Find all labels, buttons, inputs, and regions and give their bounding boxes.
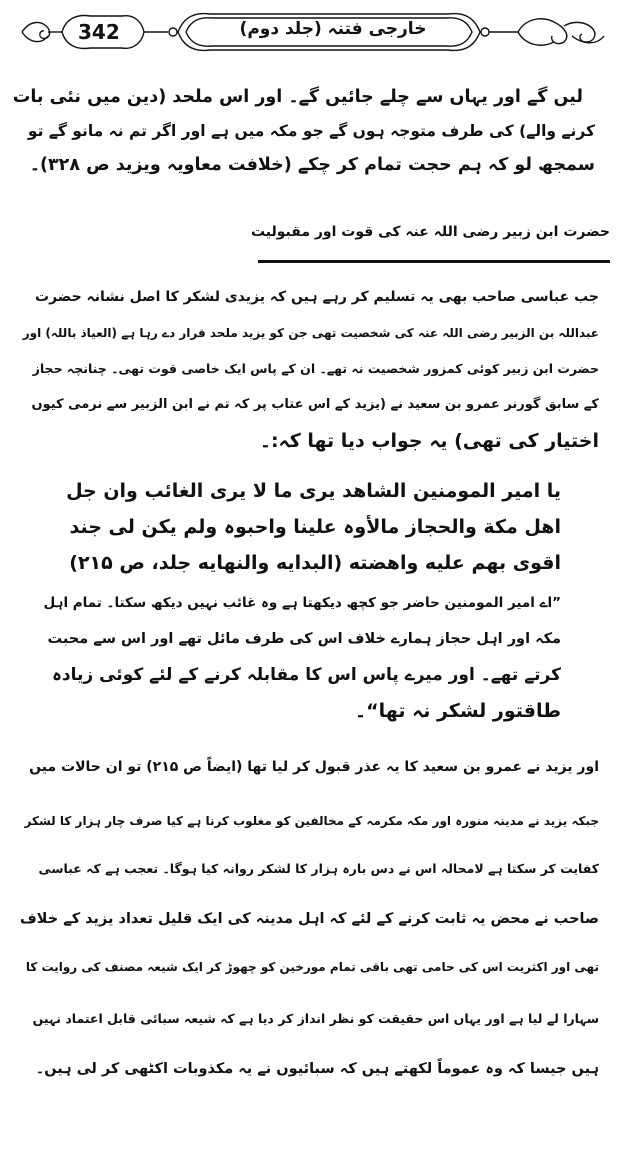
translation-line: کرتے تھے۔ اور میرے پاس اس کا مقابلہ کرنے کے لئے کوئی زیادہ bbox=[51, 665, 561, 685]
page-number: 342 bbox=[78, 20, 120, 44]
text-line: لیں گے اور یہاں سے چلے جائیں گے۔ اور اس ملحد (دین میں نئی بات bbox=[12, 87, 583, 107]
text-line: سہارا لے لیا ہے اور یہاں اس حقیقت کو نظر انداز کر دیا ہے کہ شیعہ سبائی قابل اعتماد نہیں bbox=[32, 1011, 599, 1026]
text-line: جبکہ یزید نے مدینہ منورہ اور مکہ مکرمہ کے مخالفین کو مغلوب کرنا ہے کیا صرف چار ہزار کا لشکر bbox=[24, 814, 599, 828]
translation-line: طاقتور لشکر نہ تھا“۔ bbox=[355, 700, 561, 722]
section-heading: حضرت ابن زبیر رضی اللہ عنہ کی قوت اور مقبولیت bbox=[250, 224, 610, 240]
text-line: اختیار کی تھی) یہ جواب دیا تھا کہ:۔ bbox=[259, 430, 599, 452]
arabic-quote-line: اھل مکة والحجاز مالأوہ علینا واحبوہ ولم یکن لی جند bbox=[69, 516, 561, 538]
arabic-quote-line: یا امیر المومنین الشاھد یری ما لا یری الغائب وان جل bbox=[66, 480, 561, 502]
translation-line: مکہ اور اہل حجاز ہمارے خلاف اس کی طرف مائل تھے اور اس سے محبت bbox=[47, 631, 561, 647]
text-line: سمجھ لو کہ ہم حجت تمام کر چکے (خلافت معاویہ ویزید ص ۳۲۸)۔ bbox=[29, 155, 595, 175]
translation-line: ”اے امیر المومنین حاضر جو کچھ دیکھتا ہے وہ غائب نہیں دیکھ سکتا۔ تمام اہل bbox=[43, 595, 561, 611]
text-line: جب عباسی صاحب بھی یہ تسلیم کر رہے ہیں کہ یزیدی لشکر کا اصل نشانہ حضرت bbox=[35, 289, 599, 305]
text-line: حضرت ابن زبیر کوئی کمزور شخصیت نہ تھے۔ ان کے پاس ایک خاصی قوت تھی۔ چنانچہ حجاز bbox=[32, 361, 599, 376]
text-line: کرنے والے) کی طرف متوجہ ہوں گے جو مکہ میں ہے اور اگر تم نہ مانو گے تو bbox=[27, 122, 595, 140]
text-line: کے سابق گورنر عمرو بن سعید نے (یزید کے اس عتاب پر کہ تم نے ابن الزبیر سے نرمی کیوں bbox=[31, 397, 599, 412]
text-line: تھی اور اکثریت اس کی حامی تھی باقی تمام مورخین کو چھوڑ کر ایک شیعہ مصنف کی روایت کا bbox=[25, 960, 599, 974]
text-line: عبداللہ بن الزبیر رضی اللہ عنہ کی شخصیت تھی جن کو یزید ملحد قرار دے رہا ہے (العیاذ باللہ) اور bbox=[22, 326, 599, 340]
page-header bbox=[18, 6, 608, 58]
text-line: اور یزید نے عمرو بن سعید کا یہ عذر قبول کر لیا تھا (ایضاً ص ۲۱۵) تو ان حالات میں bbox=[29, 759, 599, 775]
text-line: صاحب نے محض یہ ثابت کرنے کے لئے کہ اہل مدینہ کی ایک قلیل تعداد یزید کے خلاف bbox=[19, 911, 599, 927]
header-title: خارجی فتنہ (جلد دوم) bbox=[239, 19, 427, 39]
text-line: کفایت کر سکتا ہے لامحالہ اس نے دس بارہ ہزار کا لشکر روانہ کیا ہوگا۔ تعجب ہے کہ عباسی bbox=[38, 861, 599, 876]
text-line: ہیں جیسا کہ وہ عموماً لکھتے ہیں کہ سبائیوں نے یہ مکذوبات اکٹھی کر لی ہیں۔ bbox=[35, 1061, 599, 1077]
arabic-quote-line: اقوی بھم علیه واھضته (البدایه والنهایه جلد، ص ۲۱۵) bbox=[69, 552, 561, 574]
heading-underline bbox=[258, 260, 610, 263]
